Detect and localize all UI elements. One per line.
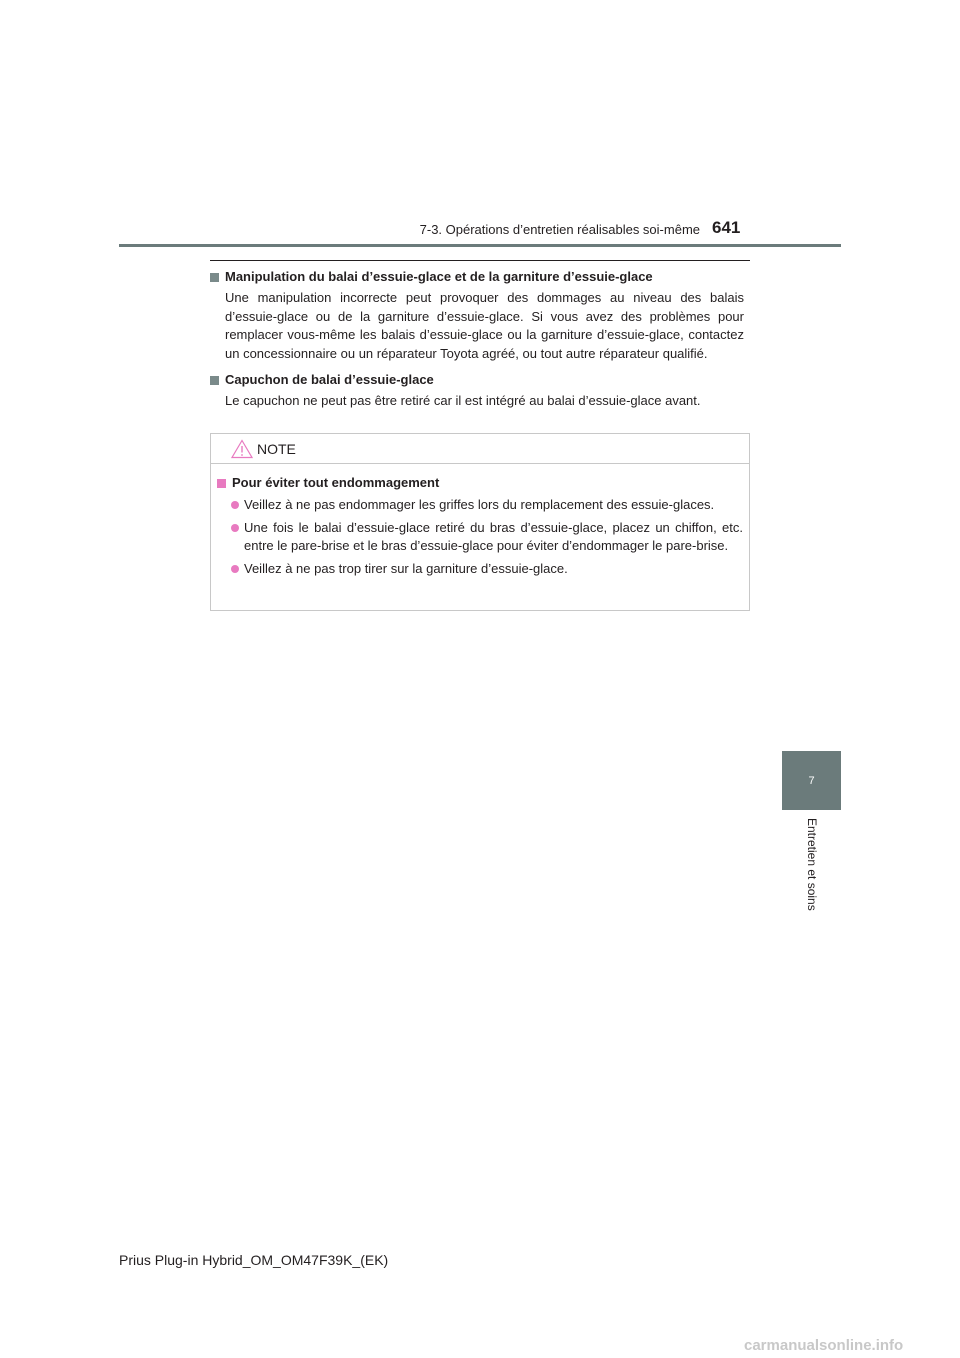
chapter-heading: 7-3. Opérations d’entretien réalisables soi-même — [419, 222, 700, 237]
chapter-tab-label: Entretien et soins — [805, 818, 819, 911]
note-title — [217, 474, 743, 492]
note-item — [231, 496, 743, 515]
warning-triangle-icon — [231, 439, 253, 459]
section-title — [210, 268, 750, 286]
note-body — [211, 464, 749, 578]
note-item-text: Veillez à ne pas endommager les griffes lors du remplacement des essuie-glaces. — [244, 497, 715, 512]
main-content — [210, 268, 750, 419]
note-header — [211, 434, 749, 464]
square-bullet-icon — [210, 273, 219, 282]
square-bullet-icon — [217, 479, 226, 488]
chapter-tab: 7 — [782, 751, 841, 810]
content-divider — [210, 260, 750, 261]
note-item — [231, 519, 743, 556]
circle-bullet-icon — [231, 565, 239, 573]
note-item — [231, 560, 743, 579]
note-box — [210, 433, 750, 611]
section-wiper-cap — [210, 371, 750, 411]
note-item-text: Veillez à ne pas trop tirer sur la garniture d’essuie-glace. — [244, 560, 568, 576]
section-title-text: Manipulation du balai d’essuie-glace et de la garniture d’essuie-glace — [225, 269, 653, 284]
section-title-text: Capuchon de balai d’essuie-glace — [225, 372, 434, 387]
square-bullet-icon — [210, 376, 219, 385]
section-title — [210, 371, 750, 389]
page-number: 641 — [712, 218, 741, 237]
header-divider — [119, 244, 841, 247]
watermark: carmanualsonline.info — [744, 1337, 904, 1354]
footer-document-id: Prius Plug-in Hybrid_OM_OM47F39K_(EK) — [119, 1252, 389, 1268]
section-body: Le capuchon ne peut pas être retiré car il est intégré au balai d’essuie-glace avant. — [225, 393, 701, 408]
circle-bullet-icon — [231, 501, 239, 509]
section-body: Une manipulation incorrecte peut provoquer des dommages au niveau des balais d’essuie-glace ou de la garniture d’essuie-glace. Si vous avez des problèmes pour remplacer vous-même les balais d’essuie-glace ou la garniture d’essuie-glace, contactez un concessionnaire ou un réparateur Toyota agréé, ou tout autre réparateur qualifié. — [225, 290, 744, 361]
note-title-text: Pour éviter tout endommagement — [232, 475, 440, 490]
section-wiper-handling — [210, 268, 750, 363]
note-item-text: Une fois le balai d’essuie-glace retiré du bras d’essuie-glace, placez un chiffon, etc. entre le pare-brise et le bras d’essuie-glace pour éviter d’endommager le pare-brise. — [244, 519, 743, 553]
circle-bullet-icon — [231, 524, 239, 532]
note-label: NOTE — [257, 440, 296, 457]
